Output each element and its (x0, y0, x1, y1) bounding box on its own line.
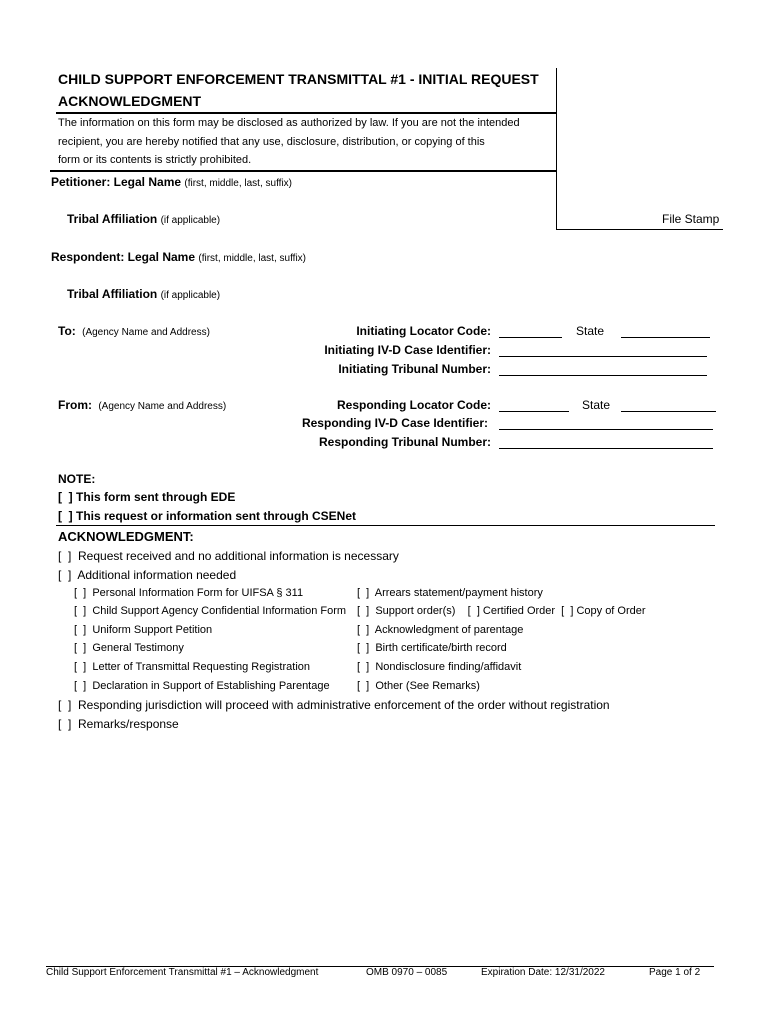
initiating-state-label: State (576, 324, 605, 338)
petitioner-name-field[interactable] (51, 175, 292, 189)
respondent-label: Respondent: Legal Name (51, 250, 196, 264)
file-stamp-border-bottom (556, 229, 723, 230)
initiating-locator-input[interactable] (499, 337, 562, 338)
title-divider (56, 112, 556, 114)
acknowledgment-heading: ACKNOWLEDGMENT: (58, 529, 194, 544)
footer-form-name: Child Support Enforcement Transmittal #1 – Acknowledgment (46, 967, 319, 978)
responding-case-label: Responding IV-D Case Identifier: (301, 416, 488, 430)
responding-state-label: State (582, 398, 611, 412)
responding-case-input[interactable] (499, 429, 713, 430)
respondent-hint: (first, middle, last, suffix) (198, 253, 306, 264)
initiating-tribunal-label: Initiating Tribunal Number: (338, 362, 491, 376)
petitioner-label: Petitioner: Legal Name (51, 175, 182, 189)
ack-jurisdiction-checkbox[interactable]: [ ] Responding jurisdiction will proceed with administrative enforcement of the order without registration (58, 698, 610, 712)
responding-state-input[interactable] (621, 411, 716, 412)
ack-right-item-1[interactable]: [ ] Arrears statement/payment history (357, 587, 543, 599)
footer-page-number: Page 1 of 2 (649, 967, 701, 978)
file-stamp-border-left (556, 68, 557, 229)
notice-line1: The information on this form may be disclosed as authorized by law. If you are not the intended (58, 117, 520, 129)
note-label: NOTE: (58, 472, 96, 486)
to-hint: (Agency Name and Address) (82, 327, 210, 338)
ack-additional-checkbox[interactable]: [ ] Additional information needed (58, 568, 237, 582)
note-ede-checkbox[interactable]: [ ] This form sent through EDE (58, 490, 236, 504)
respondent-tribal-field[interactable] (67, 287, 220, 301)
initiating-case-input[interactable] (499, 356, 707, 357)
ack-right-item-5[interactable]: [ ] Nondisclosure finding/affidavit (357, 661, 522, 673)
ack-received-checkbox[interactable]: [ ] Request received and no additional information is necessary (58, 549, 399, 563)
initiating-state-input[interactable] (621, 337, 710, 338)
form-title-line2: ACKNOWLEDGMENT (58, 93, 202, 109)
ack-right-item-4[interactable]: [ ] Birth certificate/birth record (357, 642, 507, 654)
ack-left-item-4[interactable]: [ ] General Testimony (74, 642, 184, 654)
from-agency-field[interactable] (58, 398, 226, 412)
respondent-tribal-hint: (if applicable) (160, 290, 221, 301)
notice-divider (50, 170, 556, 172)
ack-left-item-6[interactable]: [ ] Declaration in Support of Establishing Parentage (74, 680, 330, 692)
petitioner-tribal-hint: (if applicable) (160, 215, 221, 226)
petitioner-hint: (first, middle, last, suffix) (184, 178, 292, 189)
initiating-locator-label: Initiating Locator Code: (356, 324, 491, 338)
ack-right-item-2[interactable]: [ ] Support order(s) [ ] Certified Order [ ] Copy of Order (357, 605, 646, 617)
responding-tribunal-label: Responding Tribunal Number: (318, 435, 491, 449)
ack-left-item-1[interactable]: [ ] Personal Information Form for UIFSA § 311 (74, 587, 304, 599)
petitioner-tribal-field[interactable] (67, 212, 220, 226)
notice-line2: recipient, you are hereby notified that any use, disclosure, distribution, or copying of this (58, 136, 485, 148)
file-stamp-label: File Stamp (662, 212, 720, 226)
footer-omb: OMB 0970 – 0085 (366, 967, 448, 978)
responding-locator-label: Responding Locator Code: (337, 398, 491, 412)
ack-left-item-2[interactable]: [ ] Child Support Agency Confidential Information Form (74, 605, 347, 617)
from-label: From: (58, 398, 92, 412)
ack-left-item-5[interactable]: [ ] Letter of Transmittal Requesting Registration (74, 661, 311, 673)
from-hint: (Agency Name and Address) (98, 401, 227, 412)
note-csenet-checkbox[interactable]: [ ] This request or information sent through CSENet (58, 509, 357, 523)
initiating-tribunal-input[interactable] (499, 375, 707, 376)
ack-remarks-checkbox[interactable]: [ ] Remarks/response (58, 717, 179, 731)
initiating-case-label: Initiating IV-D Case Identifier: (324, 343, 491, 357)
responding-locator-input[interactable] (499, 411, 569, 412)
ack-left-item-3[interactable]: [ ] Uniform Support Petition (74, 624, 213, 636)
notice-line3: form or its contents is strictly prohibited. (58, 154, 252, 166)
to-agency-field[interactable] (58, 324, 210, 338)
petitioner-tribal-label: Tribal Affiliation (67, 212, 158, 226)
respondent-name-field[interactable] (51, 250, 306, 264)
responding-tribunal-input[interactable] (499, 448, 713, 449)
footer-expiration: Expiration Date: 12/31/2022 (481, 967, 605, 978)
respondent-tribal-label: Tribal Affiliation (67, 287, 158, 301)
acknowledgment-divider (56, 525, 715, 526)
to-label: To: (58, 324, 76, 338)
form-title-line1: CHILD SUPPORT ENFORCEMENT TRANSMITTAL #1 - INITIAL REQUEST (58, 71, 539, 87)
ack-right-item-3[interactable]: [ ] Acknowledgment of parentage (357, 624, 524, 636)
ack-right-item-6[interactable]: [ ] Other (See Remarks) (357, 680, 480, 692)
